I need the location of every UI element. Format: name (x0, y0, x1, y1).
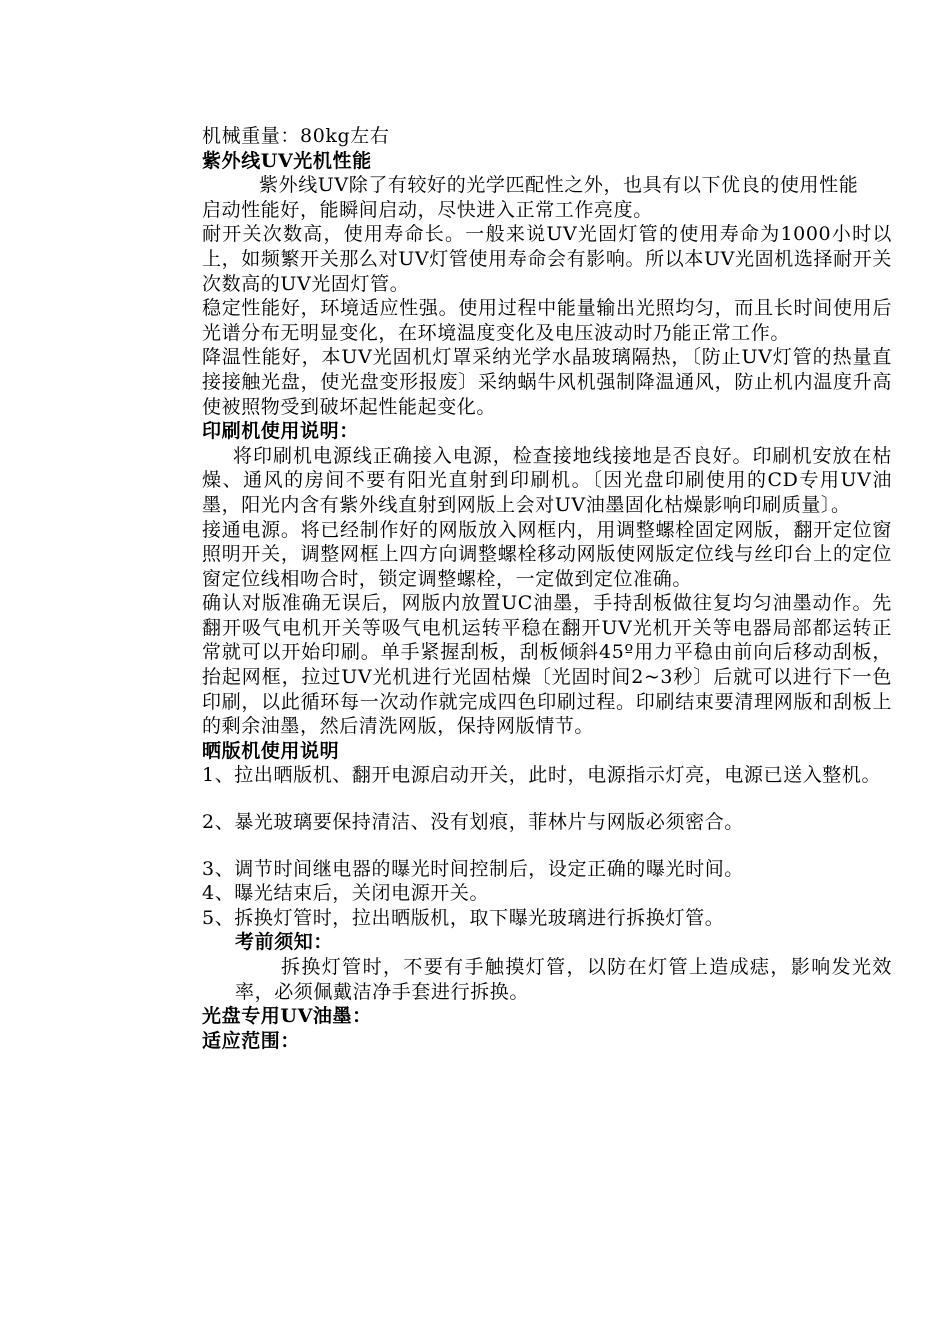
exposure-step-4: 4、曝光结束后，关闭电源开关。 (202, 882, 490, 905)
cd-uv-ink-heading: 光盘专用UV油墨： (202, 1005, 372, 1028)
notice-heading: 考前须知： (235, 931, 334, 954)
startup-performance-paragraph: 启动性能好，能瞬间启动，尽快进入正常工作亮度。 (202, 198, 653, 221)
spacer (202, 835, 892, 857)
uv-intro-paragraph: 紫外线UV除了有较好的光学匹配性之外，也具有以下优良的使用性能 (259, 174, 859, 197)
notice-paragraph: 拆换灯管时，不要有手触摸灯管，以防在灯管上造成痣，影响发光效率，必须佩戴洁净手套进行拆换。 (235, 956, 892, 1003)
stability-paragraph: 稳定性能好，环境适应性强。使用过程中能量输出光照均匀，而且长时间使用后光谱分布无明显变化，在环境温度变化及电压波动时乃能正常工作。 (202, 297, 892, 344)
exposure-step-1: 1、拉出晒版机、翻开电源启动开关，此时，电源指示灯亮，电源已送入整机。 (202, 764, 882, 787)
durability-paragraph: 耐开关次数高，使用寿命长。一般来说UV光固灯管的使用寿命为1000小时以上，如频繁开关那么对UV灯管使用寿命会有影响。所以本UV光固机选择耐开关次数高的UV光固灯管。 (202, 223, 892, 295)
exposure-step-3: 3、调节时间继电器的曝光时间控制后，设定正确的曝光时间。 (202, 857, 744, 880)
document-body (202, 124, 892, 1053)
exposure-step-5: 5、拆换灯管时，拉出晒版机，取下曝光玻璃进行拆换灯管。 (202, 906, 725, 929)
uv-performance-heading: 紫外线UV光机性能 (202, 149, 372, 172)
printer-printing-paragraph: 确认对版准确无误后，网版内放置UC油墨，手持刮板做往复均匀油墨动作。先翻开吸气电机开关等吸气电机运转平稳在翻开UV光机开关等电器局部都运转正常就可以开始印刷。单手紧握刮板，刮板倾斜45º用力平稳由前向后移动刮板，抬起网框，拉过UV光机进行光固枯燥〔光固时间2~3秒〕后就可以进行下一色印刷，以此循环每一次动作就完成四色印刷过程。印刷结束要清理网版和刮板上的剩余油墨，然后清洗网版，保持网版情节。 (202, 592, 892, 738)
printer-usage-heading: 印刷机使用说明： (202, 420, 359, 443)
printer-power-paragraph: 将印刷机电源线正确接入电源，检查接地线接地是否良好。印刷机安放在枯燥、通风的房间不要有阳光直射到印刷机。〔因光盘印刷使用的CD专用UV油墨，阳光内含有紫外线直射到网版上会对UV油墨固化枯燥影响印刷质量〕。 (202, 444, 892, 516)
machine-weight-text: 机械重量：80kg左右 (202, 125, 390, 147)
scope-heading: 适应范围： (202, 1029, 301, 1052)
exposure-machine-heading: 晒版机使用说明 (202, 739, 340, 762)
exposure-step-2: 2、暴光玻璃要保持清洁、没有划痕，菲林片与网版必须密合。 (202, 811, 744, 834)
spacer (202, 788, 892, 810)
printer-screen-setup-paragraph: 接通电源。将已经制作好的网版放入网框内，用调整螺栓固定网版，翻开定位窗照明开关，调整网框上四方向调整螺栓移动网版使网版定位线与丝印台上的定位窗定位线相吻合时，锁定调整螺栓，一定做到定位准确。 (202, 518, 892, 590)
cooling-paragraph: 降温性能好，本UV光固机灯罩采纳光学水晶玻璃隔热，〔防止UV灯管的热量直接接触光盘，使光盘变形报废〕采纳蜗牛风机强制降温通风，防止机内温度升高使被照物受到破坏起性能起变化。 (202, 346, 892, 418)
